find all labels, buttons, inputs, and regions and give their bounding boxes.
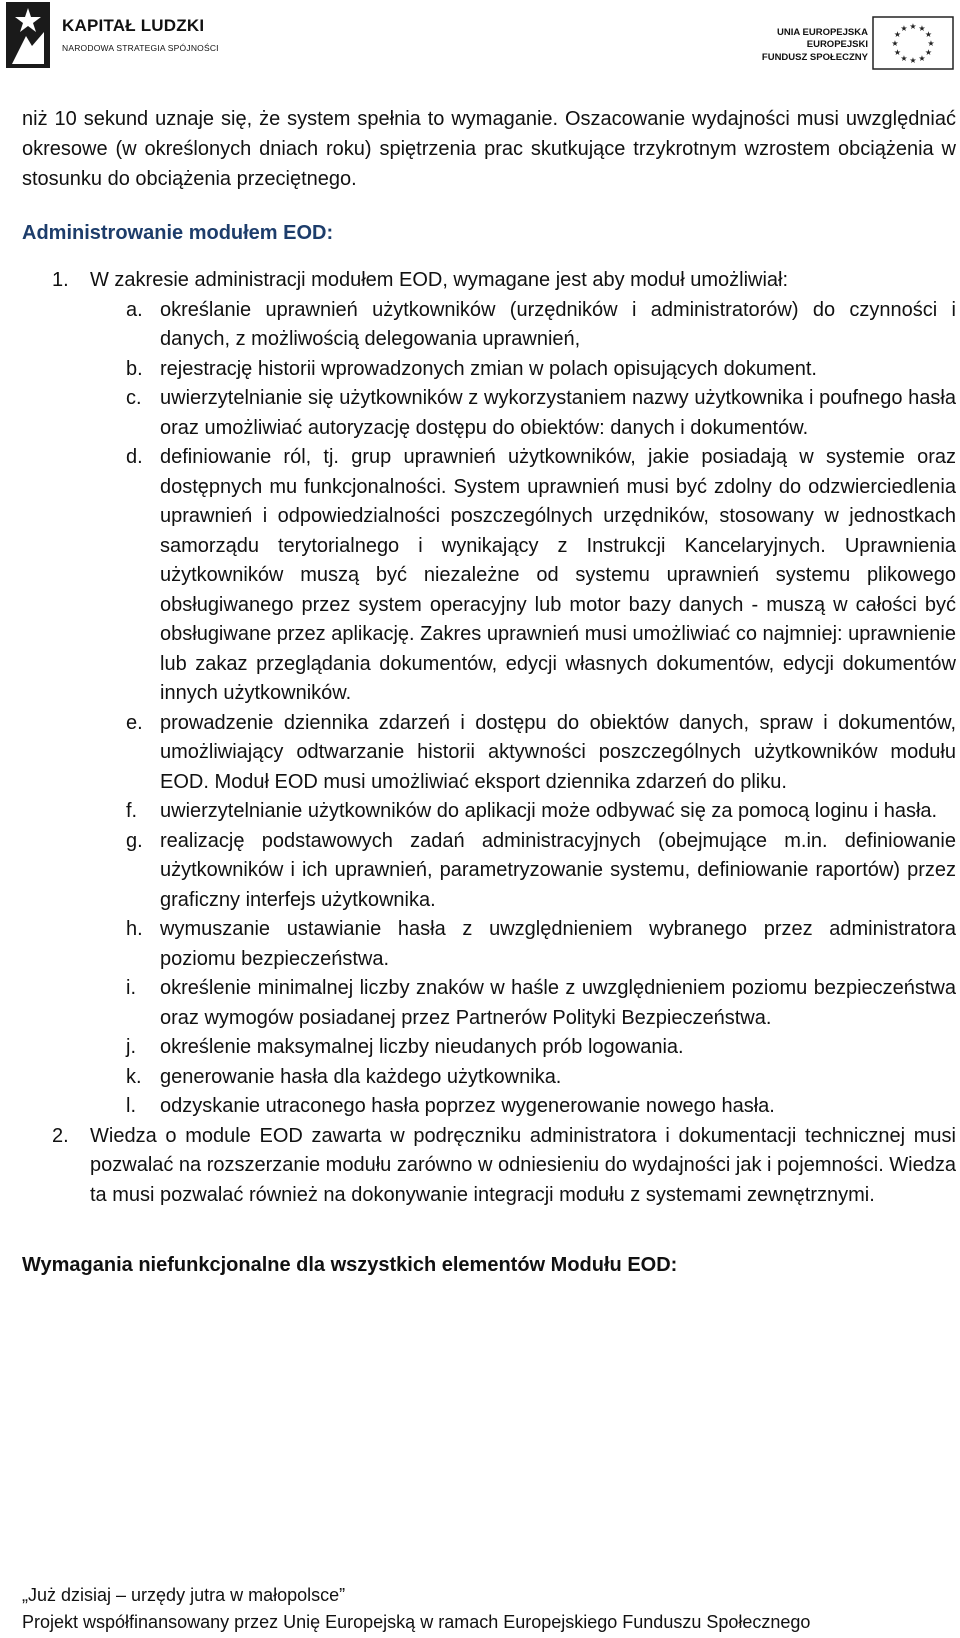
section-heading-nonfunctional: Wymagania niefunkcjonalne dla wszystkich elementów Modułu EOD: [22,1254,678,1276]
sublist-item-l [22,1092,956,1122]
svg-text:★: ★ [891,39,899,48]
svg-text:★: ★ [893,30,902,39]
eu-logo-line1: UNIA EUROPEJSKA [777,27,868,38]
sublist-item-d [22,443,956,709]
kapital-ludzki-subtitle: NARODOWA STRATEGIA SPÓJNOŚCI [62,43,219,53]
sublist-item-letter: d. [126,446,143,468]
sublist-item-letter: i. [126,977,136,999]
list-item-1 [22,266,956,296]
svg-text:★: ★ [893,48,902,57]
sublist-item-text: określenie maksymalnej liczby nieudanych prób logowania. [160,1036,684,1058]
sublist-item-f [22,797,956,827]
svg-text:★: ★ [909,22,917,31]
sublist-item-letter: f. [126,800,138,822]
svg-text:★: ★ [924,30,933,39]
eu-logo-line3: FUNDUSZ SPOŁECZNY [761,51,868,63]
sublist-item-j [22,1033,956,1063]
sublist-item-text: uwierzytelnianie użytkowników do aplikacji może odbywać się za pomocą loginu i hasła. [160,800,938,822]
svg-text:★: ★ [918,24,926,33]
svg-text:★: ★ [909,56,917,65]
sublist-item-letter: h. [126,918,143,940]
sublist-item-letter: a. [126,298,143,321]
sublist-item-text: rejestrację historii wprowadzonych zmian w polach opisujących dokument. [160,357,817,380]
requirements-list [22,266,956,1210]
document-body [22,104,956,1280]
sublist-item-letter: e. [126,711,143,734]
footer-slogan: „Już dzisiaj – urzędy jutra w małopolsce” [22,1585,346,1605]
eu-logo [720,16,960,72]
sublist-item-text: określenie minimalnej liczby znaków w haśle z uwzględnieniem poziomu bezpieczeństwa oraz wymogów posiadanej przez Partnerów Polityki Bezpieczeństwa. [160,977,956,1029]
list-item-2 [22,1122,956,1211]
list-item-number: 2. [52,1124,69,1147]
sublist-item-e [22,709,956,798]
sublist-item-i [22,974,956,1033]
page-footer [22,1582,952,1636]
eu-logo-line2: EUROPEJSKI [806,39,868,51]
sublist-item-text: odzyskanie utraconego hasła poprzez wygenerowanie nowego hasła. [160,1095,775,1117]
page-header [0,0,960,76]
list-item-text: Wiedza o module EOD zawarta w podręczniku administratora i dokumentacji technicznej musi pozwalać na rozszerzanie modułu zarówno w odniesieniu do wydajności jak i pojemności. Wiedza ta musi pozwalać również na dokonywanie integracji modułu z systemami zewnętrznymi. [90,1124,956,1206]
sublist-item-letter: k. [126,1065,142,1088]
sublist-item-text: realizację podstawowych zadań administracyjnych (obejmujące m.in. definiowanie użytkowników i ich uprawnień, parametryzowanie systemu, definiowanie raportów) przez graficzny interfejs użytkownika. [160,829,956,911]
eu-logo-text [762,27,868,64]
svg-text:★: ★ [927,39,935,48]
eu-flag-icon [872,16,954,70]
intro-paragraph: niż 10 sekund uznaje się, że system spełnia to wymaganie. Oszacowanie wydajności musi uwzględniać okresowe (w określonych dniach roku) spiętrzenia prac skutkujące trzykrotnym wzrostem obciążenia w stosunku do obciążenia przeciętnego. [22,108,956,190]
sublist-item-g [22,827,956,916]
sublist-item-letter: b. [126,357,143,380]
sublist-item-a [22,296,956,355]
list-item-number: 1. [52,269,69,291]
svg-text:★: ★ [900,54,908,63]
sublist-item-text: generowanie hasła dla każdego użytkownika. [160,1065,562,1088]
sublist-item-letter: l. [126,1095,136,1117]
sublist-item-text: określanie uprawnień użytkowników (urzędników i administratorów) do czynności i danych, z możliwością delegowania uprawnień, [160,298,956,350]
sublist-item-letter: g. [126,829,143,852]
section-heading-administration: Administrowanie modułem EOD: [22,222,334,244]
sublist-item-h [22,915,956,974]
sublist-item-c [22,384,956,443]
footer-cofinancing: Projekt współfinansowany przez Unię Europejską w ramach Europejskiego Funduszu Społecznego [22,1612,811,1632]
sublist-item-b [22,355,956,385]
sublist-item-letter: c. [126,387,142,409]
sublist-item-text: wymuszanie ustawianie hasła z uwzględnieniem wybranego przez administratora poziomu bezpieczeństwa. [160,918,956,970]
sublist-item-text: prowadzenie dziennika zdarzeń i dostępu do obiektów danych, spraw i dokumentów, umożliwiający odtwarzanie historii aktywności poszczególnych użytkowników modułu EOD. Moduł EOD musi umożliwiać eksport dziennika zdarzeń do pliku. [160,711,956,793]
kapital-ludzki-logo [6,2,256,68]
sublist-item-text: definiowanie ról, tj. grup uprawnień użytkowników, jakie posiadają w systemie oraz dostępnych mu funkcjonalności. System uprawnień musi być zdolny do odzwierciedlenia uprawnień i odpowiedzialności poszczególnych urzędników, stosowany w jednostkach samorządu terytorialnego i wynikający z Instrukcji Kancelaryjnych. Uprawnienia użytkowników muszą być niezależne od systemu uprawnień systemu plikowego obsługiwanego przez system operacyjny lub motor bazy danych - muszą w całości być obsługiwane przez aplikację. Zakres uprawnień musi umożliwiać co najmniej: uprawnienie lub zakaz przeglądania dokumentów, edycji własnych dokumentów, edycji dokumentów innych użytkowników. [160,446,956,704]
kapital-ludzki-mark-icon [6,2,50,68]
sublist-item-text: uwierzytelnianie się użytkowników z wykorzystaniem nazwy użytkownika i poufnego hasła oraz umożliwiać autoryzację dostępu do obiektów: danych i dokumentów. [160,387,956,439]
list-item-text: W zakresie administracji modułem EOD, wymagane jest aby moduł umożliwiał: [90,269,789,291]
svg-text:★: ★ [900,24,908,33]
kapital-ludzki-title: KAPITAŁ LUDZKI [62,16,205,35]
sublist-item-k [22,1063,956,1093]
svg-text:★: ★ [918,54,926,63]
svg-text:★: ★ [924,48,933,57]
sublist-item-letter: j. [126,1036,136,1058]
